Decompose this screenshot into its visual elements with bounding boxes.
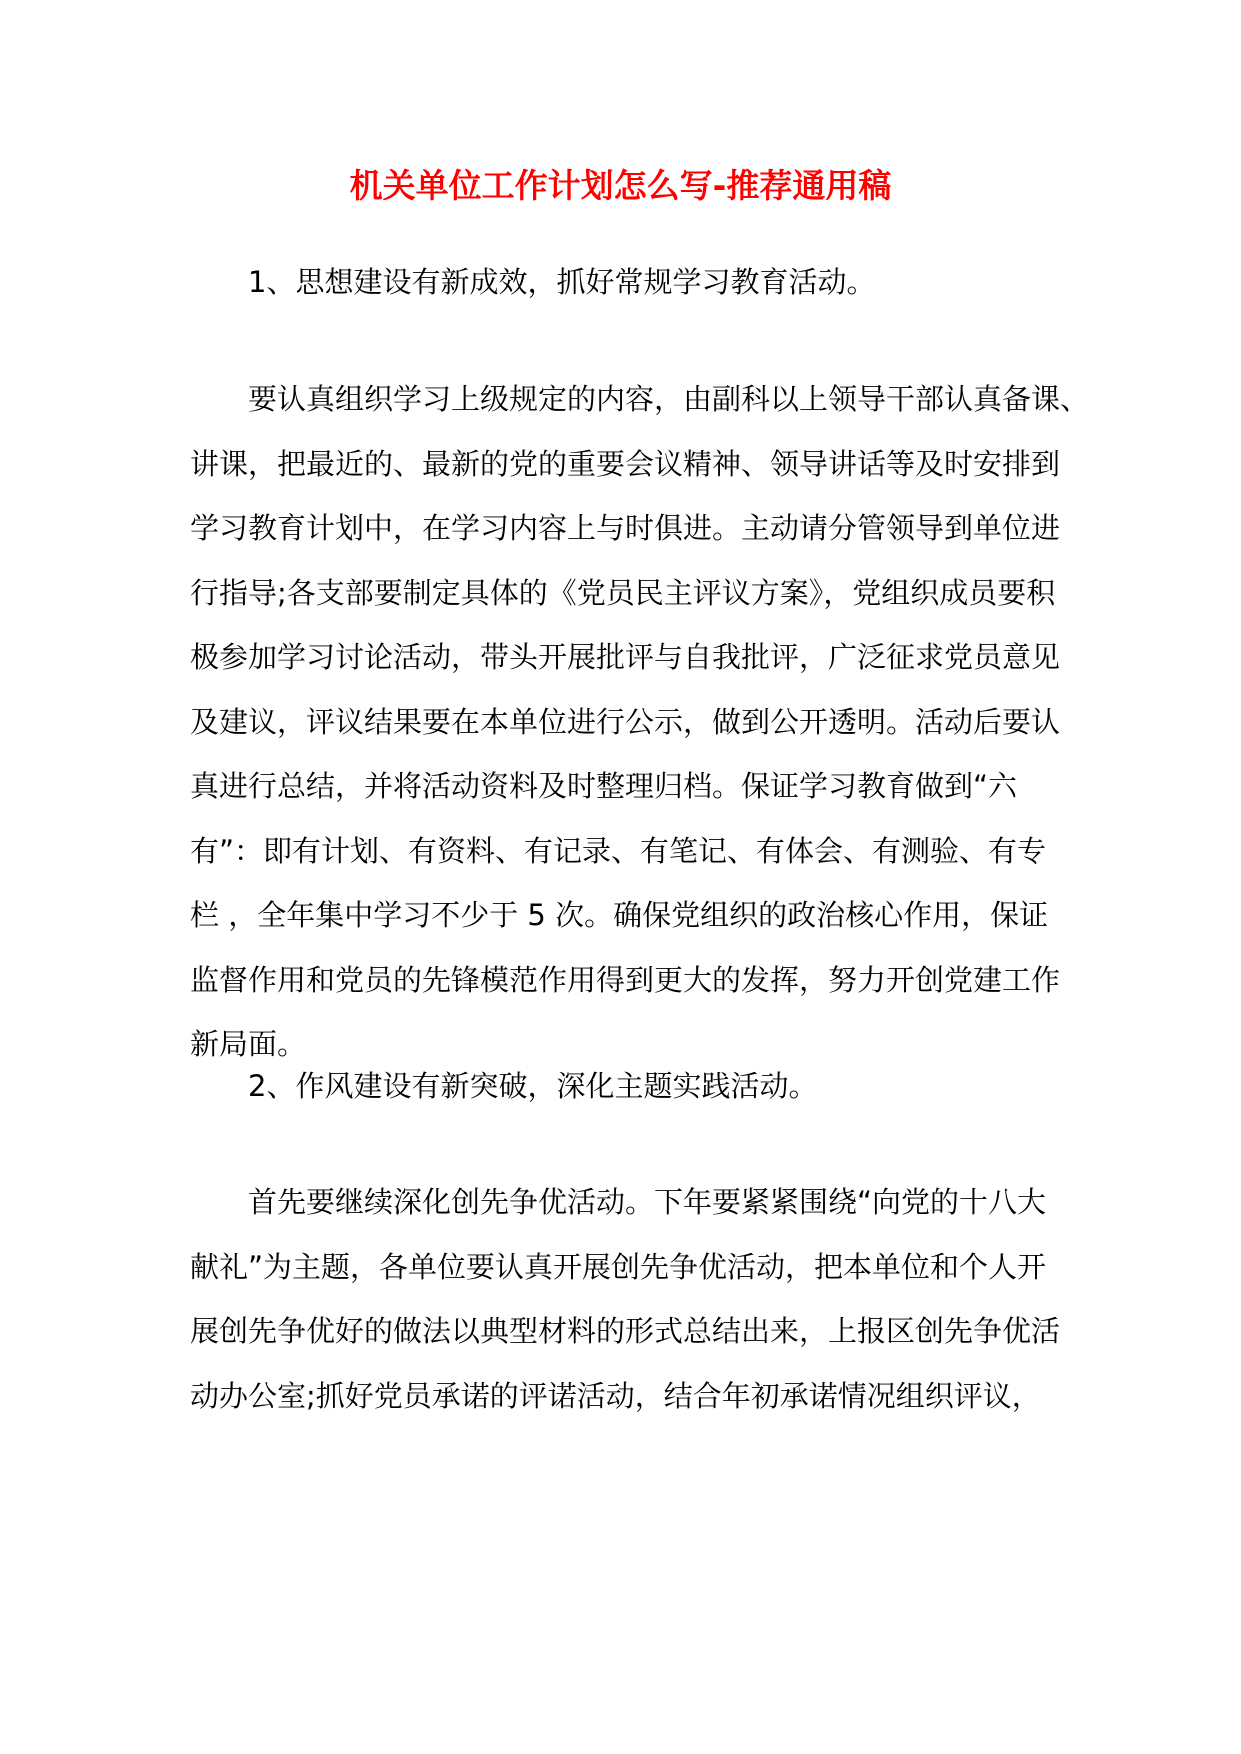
paragraph-line: 栏 ，全年集中学习不少于 5 次。确保党组织的政治核心作用，保证 bbox=[190, 898, 1049, 932]
paragraph-line: 及建议，评议结果要在本单位进行公示，做到公开透明。活动后要认 bbox=[190, 704, 1061, 739]
paragraph-line: 要认真组织学习上级规定的内容，由副科以上领导干部认真备课、 bbox=[248, 382, 1090, 416]
paragraph-line: 展创先争优好的做法以典型材料的形式总结出来，上报区创先争优活 bbox=[190, 1314, 1061, 1348]
paragraph-line: 动办公室;抓好党员承诺的评诺活动，结合年初承诺情况组织评议， bbox=[190, 1378, 1041, 1413]
paragraph-line: 首先要继续深化创先争优活动。下年要紧紧围绕“向党的十八大 bbox=[248, 1185, 1047, 1219]
paragraph-line: 献礼”为主题，各单位要认真开展创先争优活动，把本单位和个人开 bbox=[190, 1249, 1047, 1284]
paragraph-line: 真进行总结，并将活动资料及时整理归档。保证学习教育做到“六 bbox=[190, 769, 1018, 803]
section-paragraph-1 bbox=[190, 367, 1090, 1077]
paragraph-line: 讲课，把最近的、最新的党的重要会议精神、领导讲话等及时安排到 bbox=[190, 446, 1061, 481]
section-paragraph-2 bbox=[190, 1170, 1060, 1428]
section-heading-1: 1、思想建设有新成效，抓好常规学习教育活动。 bbox=[248, 265, 876, 299]
paragraph-line: 监督作用和党员的先锋模范作用得到更大的发挥，努力开创党建工作 bbox=[190, 962, 1061, 997]
section-heading-2: 2、作风建设有新突破，深化主题实践活动。 bbox=[248, 1069, 818, 1103]
paragraph-line: 学习教育计划中，在学习内容上与时俱进。主动请分管领导到单位进 bbox=[190, 511, 1061, 545]
paragraph-line: 新局面。 bbox=[190, 1027, 307, 1061]
paragraph-line: 极参加学习讨论活动，带头开展批评与自我批评，广泛征求党员意见 bbox=[190, 640, 1061, 674]
paragraph-line: 行指导;各支部要制定具体的《党员民主评议方案》，党组织成员要积 bbox=[190, 575, 1056, 610]
paragraph-line: 有”：即有计划、有资料、有记录、有笔记、有体会、有测验、有专 bbox=[190, 833, 1047, 868]
document-title: 机关单位工作计划怎么写-推荐通用稿 bbox=[349, 166, 892, 205]
